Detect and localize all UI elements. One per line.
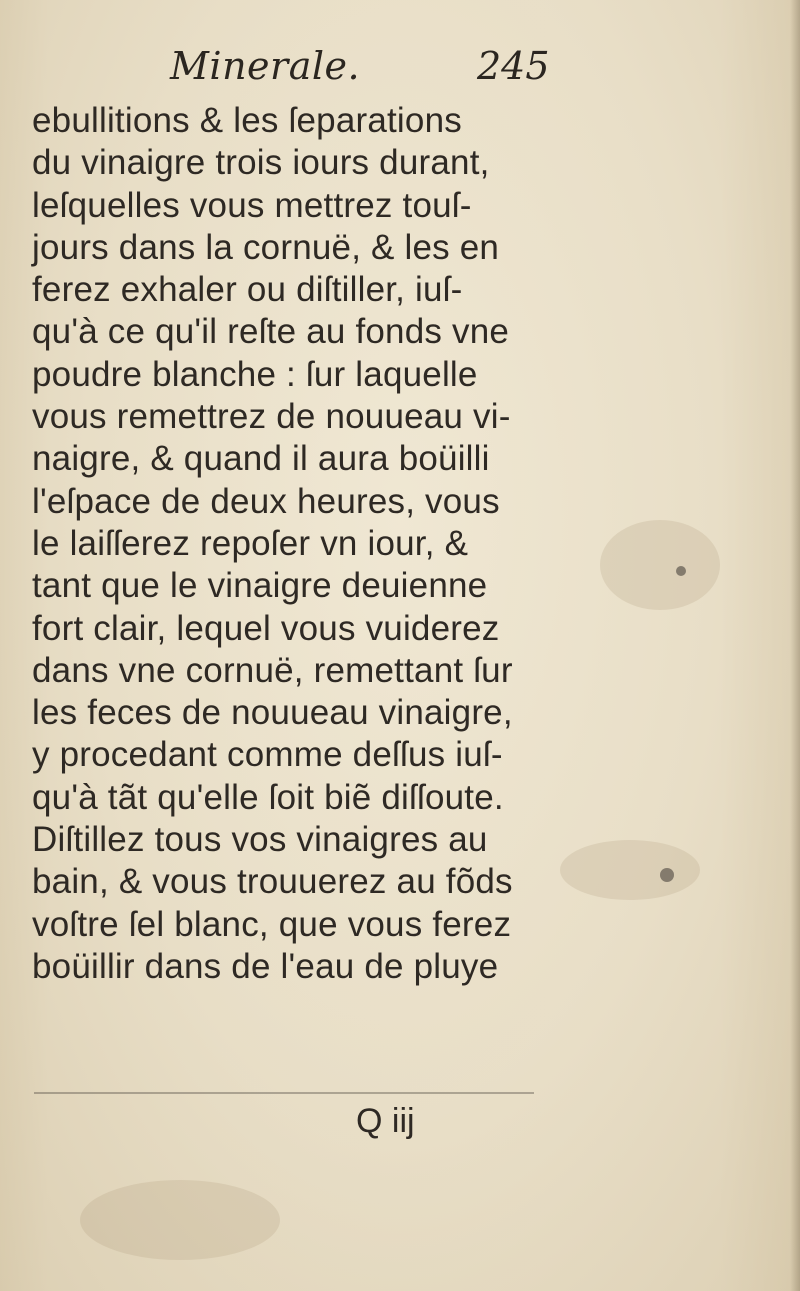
text-line: naigre, & quand il aura boüilli bbox=[32, 439, 490, 479]
body-text bbox=[32, 100, 592, 988]
text-line: ferez exhaler ou diſtiller, iuſ- bbox=[32, 270, 463, 310]
text-line: dans vne cornuë, remettant ſur bbox=[32, 650, 513, 690]
print-rule bbox=[34, 1092, 534, 1094]
text-line: qu'à tãt qu'elle ſoit biẽ diſſoute. bbox=[32, 777, 504, 817]
paper-stain bbox=[80, 1180, 280, 1260]
text-line: Diſtillez tous vos vinaigres au bbox=[32, 820, 488, 860]
text-line: le laiſſerez repoſer vn iour, & bbox=[32, 523, 469, 563]
text-line: les feces de nouueau vinaigre, bbox=[32, 693, 513, 733]
paper-stain bbox=[600, 520, 720, 610]
text-line: fort clair, lequel vous vuiderez bbox=[32, 608, 500, 648]
ink-bleed-mark bbox=[660, 868, 674, 882]
signature-mark: Q iij bbox=[356, 1102, 415, 1140]
ink-bleed-mark bbox=[676, 566, 686, 576]
text-line: tant que le vinaigre deuienne bbox=[32, 566, 488, 606]
text-line: l'eſpace de deux heures, vous bbox=[32, 481, 500, 521]
text-line: qu'à ce qu'il reſte au fonds vne bbox=[32, 312, 510, 352]
text-line: leſquelles vous mettrez touſ- bbox=[32, 185, 472, 225]
text-line: y procedant comme deſſus iuſ- bbox=[32, 735, 503, 775]
running-title: Minerale. bbox=[170, 44, 361, 88]
text-line: boüillir dans de l'eau de pluye bbox=[32, 946, 499, 986]
page-header bbox=[0, 44, 800, 100]
text-line: jours dans la cornuë, & les en bbox=[32, 227, 500, 267]
text-line: du vinaigre trois iours durant, bbox=[32, 143, 490, 183]
text-line: vous remettrez de nouueau vi- bbox=[32, 397, 511, 437]
page-edge-shadow bbox=[790, 0, 800, 1291]
text-line: voſtre ſel blanc, que vous ferez bbox=[32, 904, 512, 944]
text-line: poudre blanche : ſur laquelle bbox=[32, 354, 478, 394]
text-line: bain, & vous trouuerez au fõds bbox=[32, 862, 513, 902]
page-number: 245 bbox=[477, 44, 550, 88]
text-line: ebullitions & les ſeparations bbox=[32, 101, 462, 140]
